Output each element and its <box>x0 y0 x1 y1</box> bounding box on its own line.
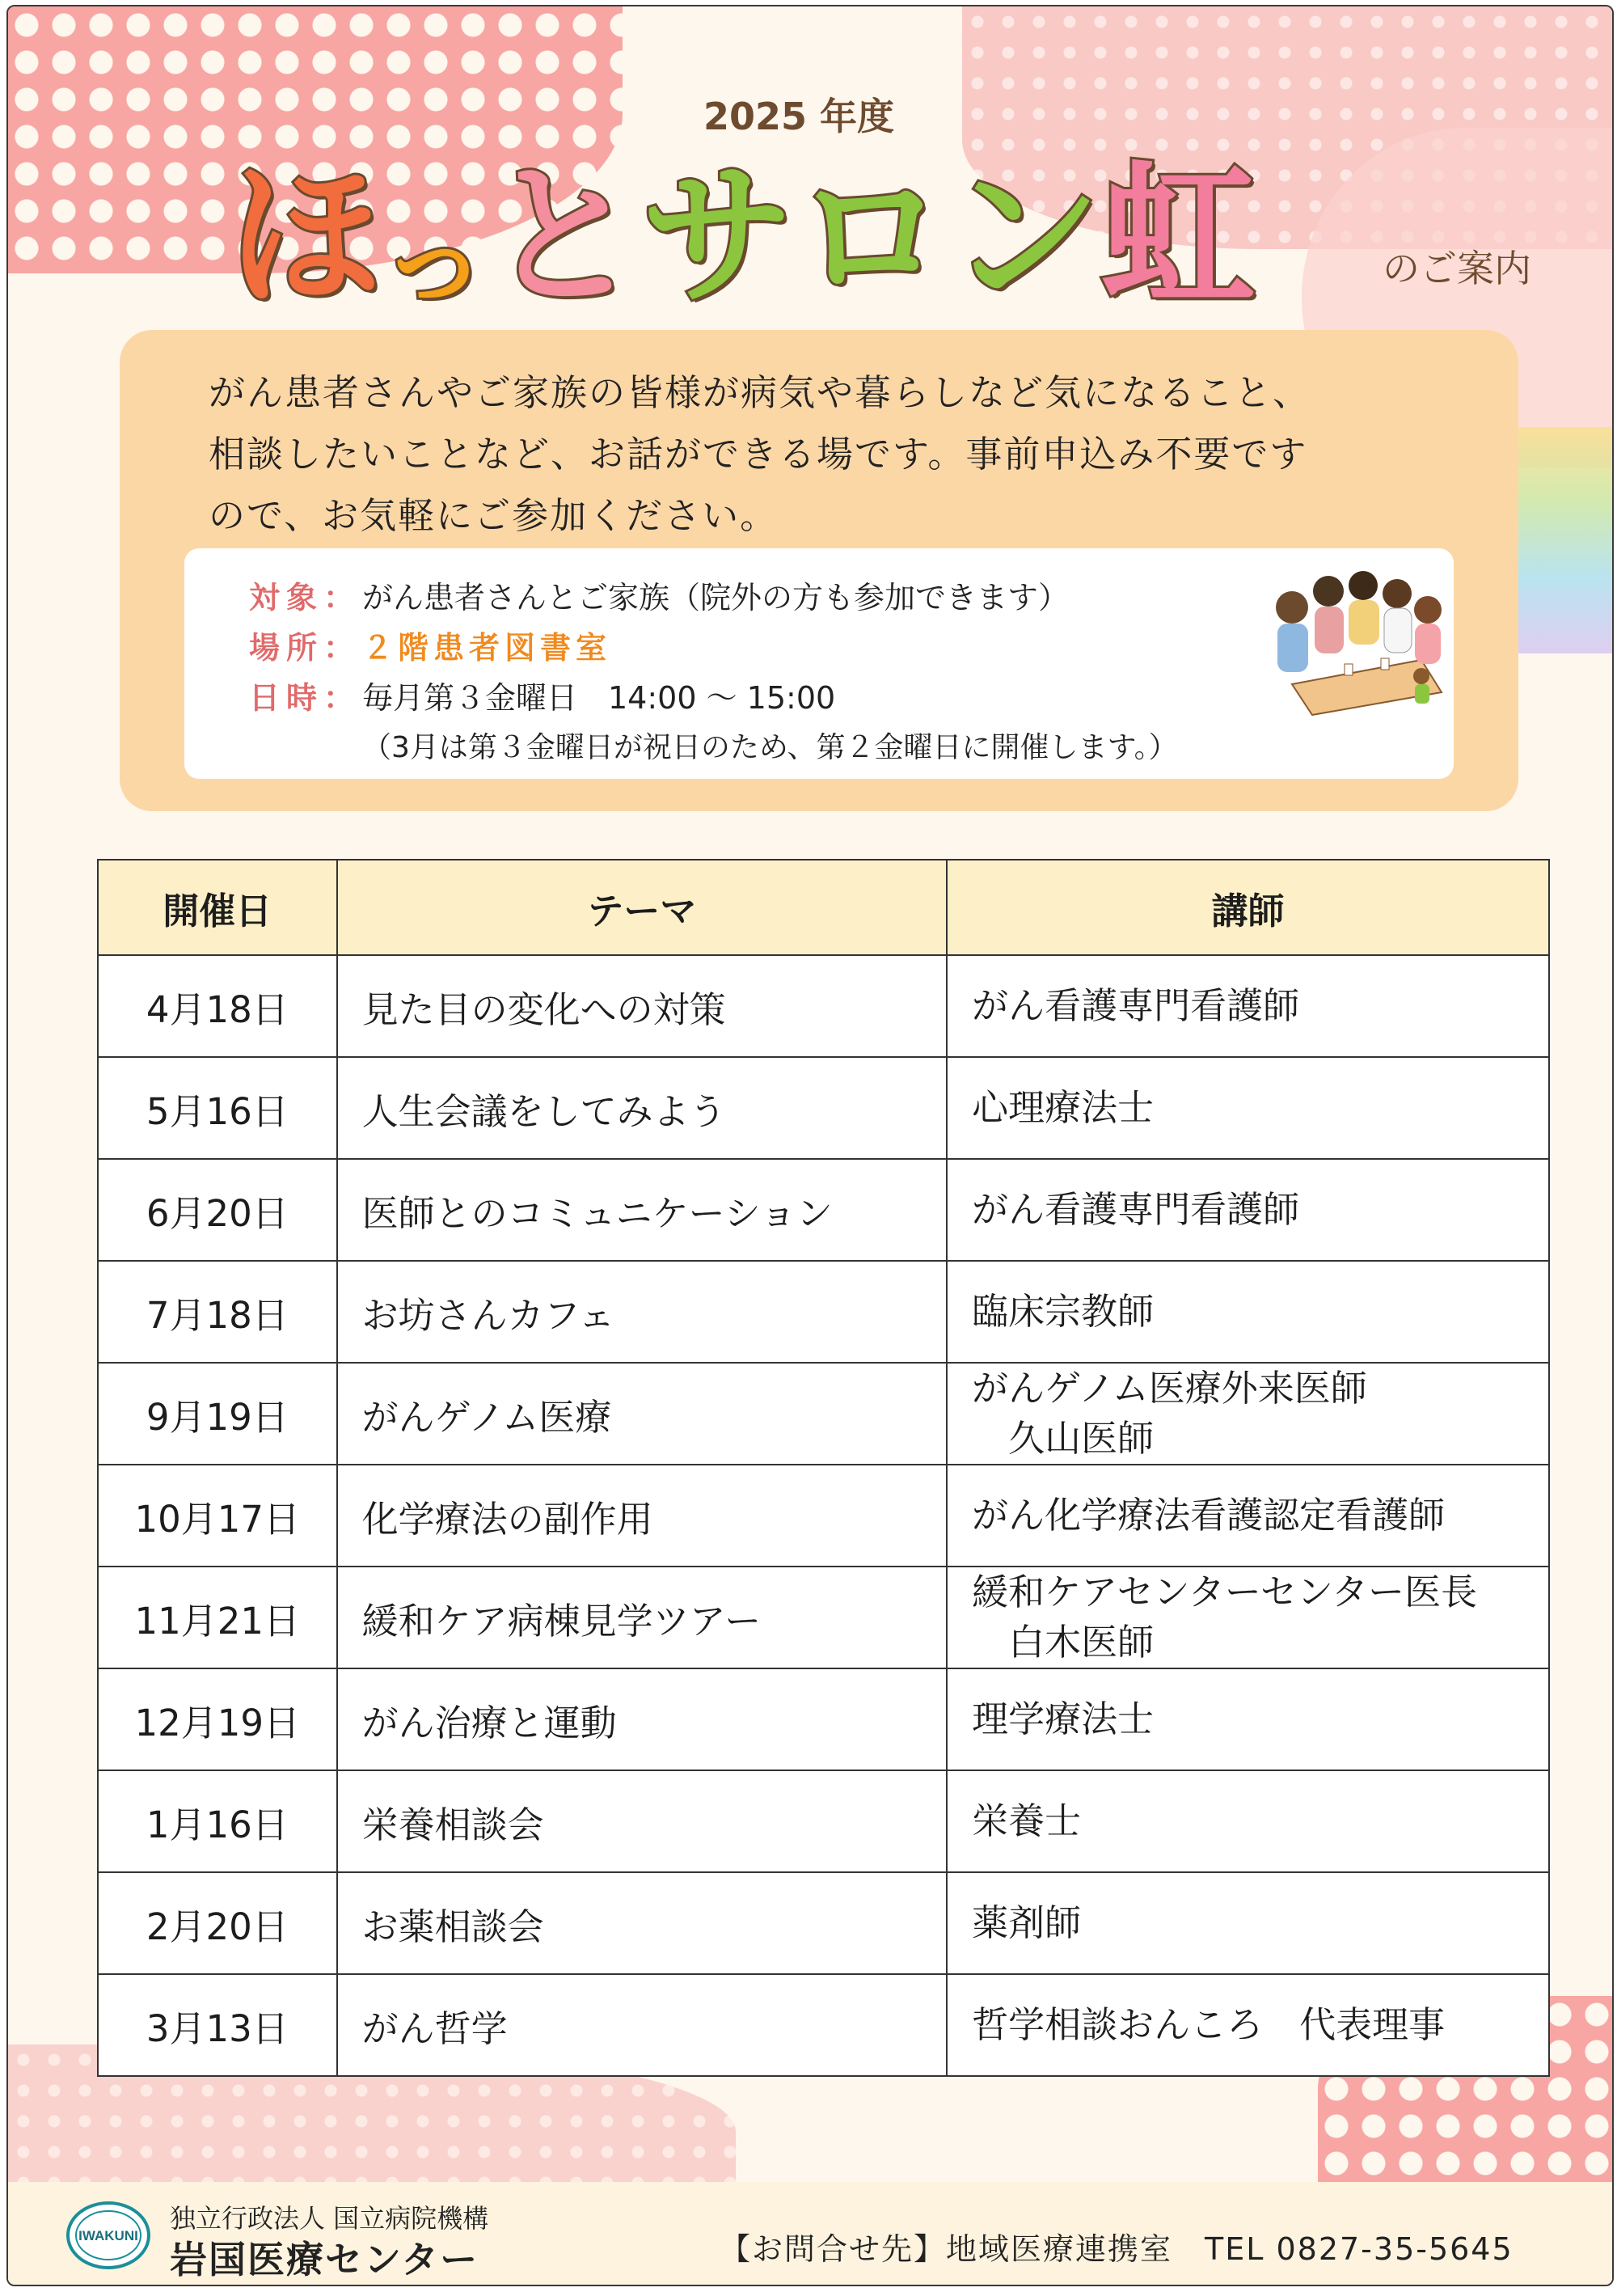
session-theme: お坊さんカフェ <box>337 1261 948 1363</box>
schedule-body <box>98 955 1549 2076</box>
lecturer-line: 哲学相談おんころ 代表理事 <box>972 2003 1446 2046</box>
table-row <box>98 955 1549 1057</box>
session-lecturer <box>947 1567 1549 1668</box>
session-theme: 見た目の変化への対策 <box>337 955 948 1057</box>
session-lecturer <box>947 1465 1549 1567</box>
session-theme: 化学療法の副作用 <box>337 1465 948 1567</box>
rainbow-wash <box>1512 427 1614 653</box>
table-row <box>98 1465 1549 1567</box>
intro-text <box>209 362 1470 547</box>
hospital-logo-icon <box>66 2201 150 2269</box>
table-row <box>98 1974 1549 2076</box>
session-theme: 医師とのコミュニケーション <box>337 1159 948 1261</box>
info-time-value: 毎月第３金曜日 14:00 〜 15:00 <box>362 680 836 716</box>
logo-text: IWAKUNI <box>78 2228 138 2243</box>
lecturer-line: がんゲノム医療外来医師 <box>972 1367 1367 1410</box>
schedule-table <box>97 859 1550 2077</box>
session-date: 2月20日 <box>98 1872 337 1974</box>
info-target-label: 対象： <box>249 580 361 615</box>
people-talking-illustration-icon <box>1268 563 1446 717</box>
lecturer-line: がん看護専門看護師 <box>972 1188 1300 1231</box>
title-char: ほ <box>228 147 382 326</box>
event-info-box <box>184 548 1454 779</box>
table-row <box>98 1261 1549 1363</box>
session-date: 12月19日 <box>98 1668 337 1770</box>
session-lecturer <box>947 1363 1549 1465</box>
lecturer-line: 心理療法士 <box>972 1086 1155 1129</box>
session-theme: がん治療と運動 <box>337 1668 948 1770</box>
org-affiliation: 独立行政法人 国立病院機構 <box>170 2203 489 2234</box>
session-theme: 人生会議をしてみよう <box>337 1057 948 1159</box>
lecturer-line: 理学療法士 <box>972 1698 1155 1740</box>
table-row <box>98 1668 1549 1770</box>
session-lecturer <box>947 1261 1549 1363</box>
table-row <box>98 1770 1549 1872</box>
table-row <box>98 1159 1549 1261</box>
session-date: 5月16日 <box>98 1057 337 1159</box>
lecturer-line: 薬剤師 <box>972 1901 1082 1944</box>
intro-line: 相談したいことなど、お話ができる場です。事前申込み不要です <box>209 433 1308 476</box>
title-char: ン <box>948 147 1102 326</box>
footer <box>8 2182 1612 2285</box>
info-place-label: 場所： <box>249 630 361 666</box>
fiscal-year-label: 2025 年度 <box>703 95 895 138</box>
session-lecturer <box>947 1057 1549 1159</box>
session-date: 10月17日 <box>98 1465 337 1567</box>
session-lecturer <box>947 1872 1549 1974</box>
info-time <box>249 673 835 717</box>
info-target <box>249 573 1069 617</box>
lecturer-line: がん看護専門看護師 <box>972 984 1300 1027</box>
table-row <box>98 1872 1549 1974</box>
contact-info: 【お問合せ先】地域医療連携室 TEL 0827-35-5645 <box>720 2231 1514 2267</box>
lecturer-line: 久山医師 <box>972 1417 1155 1460</box>
session-date: 4月18日 <box>98 955 337 1057</box>
title-char: っ <box>382 200 488 323</box>
info-place-value: ２階患者図書室 <box>362 630 612 666</box>
title-char: サ <box>640 147 795 326</box>
lecturer-line: 栄養士 <box>972 1799 1082 1842</box>
session-lecturer <box>947 1770 1549 1872</box>
info-place <box>249 623 611 667</box>
session-date: 11月21日 <box>98 1567 337 1668</box>
info-time-note: （3月は第３金曜日が祝日のため、第２金曜日に開催します。） <box>362 731 1178 764</box>
session-lecturer <box>947 1159 1549 1261</box>
intro-line: がん患者さんやご家族の皆様が病気や暮らしなど気になること、 <box>209 371 1311 414</box>
session-theme: 緩和ケア病棟見学ツアー <box>337 1567 948 1668</box>
header-theme: テーマ <box>337 860 948 955</box>
session-date: 1月16日 <box>98 1770 337 1872</box>
session-lecturer <box>947 1668 1549 1770</box>
lecturer-line: 白木医師 <box>972 1621 1155 1664</box>
table-row <box>98 1363 1549 1465</box>
session-date: 7月18日 <box>98 1261 337 1363</box>
header-lecturer: 講師 <box>947 860 1549 955</box>
header-date: 開催日 <box>98 860 337 955</box>
title-char: 虹 <box>1101 147 1256 326</box>
intro-panel <box>120 330 1518 811</box>
org-name: 岩国医療センター <box>170 2238 479 2281</box>
session-theme: がんゲノム医療 <box>337 1363 948 1465</box>
lecturer-line: がん化学療法看護認定看護師 <box>972 1494 1446 1537</box>
event-title <box>228 128 1256 326</box>
lecturer-line: 緩和ケアセンターセンター医長 <box>972 1571 1478 1613</box>
table-row <box>98 1057 1549 1159</box>
info-target-value: がん患者さんとご家族（院外の方も参加できます） <box>362 580 1070 615</box>
session-theme: 栄養相談会 <box>337 1770 948 1872</box>
table-row <box>98 1567 1549 1668</box>
title-char: と <box>487 147 641 326</box>
flyer-page <box>6 5 1614 2286</box>
session-lecturer <box>947 955 1549 1057</box>
intro-line: ので、お気軽にご参加ください。 <box>209 494 779 537</box>
lecturer-line: 臨床宗教師 <box>972 1290 1155 1333</box>
table-header-row <box>98 860 1549 955</box>
session-lecturer <box>947 1974 1549 2076</box>
session-theme: お薬相談会 <box>337 1872 948 1974</box>
session-date: 3月13日 <box>98 1974 337 2076</box>
title-char: ロ <box>794 147 948 326</box>
session-date: 9月19日 <box>98 1363 337 1465</box>
info-time-label: 日時： <box>249 680 361 716</box>
session-date: 6月20日 <box>98 1159 337 1261</box>
title-suffix: のご案内 <box>1383 247 1531 290</box>
session-theme: がん哲学 <box>337 1974 948 2076</box>
